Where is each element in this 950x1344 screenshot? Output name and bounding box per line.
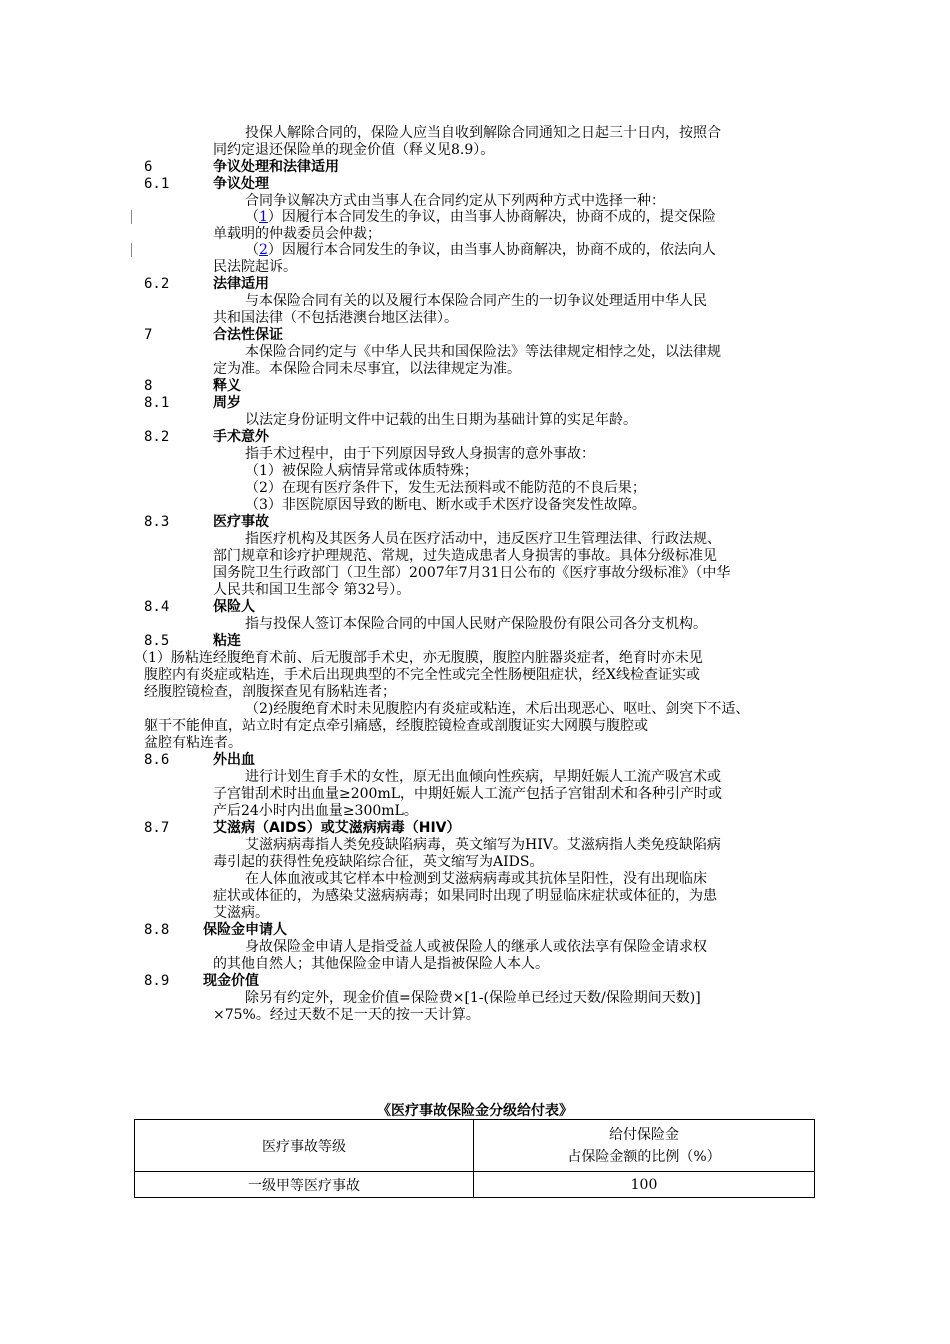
paragraph-line: 经腹腔镜检查，剖腹探查见有肠粘连者； [144,684,396,700]
section-heading: 争议处理和法律适用 [213,159,339,175]
section-heading: 周岁 [213,395,241,411]
paragraph-line: 的其他自然人；其他保险金申请人是指被保险人本人。 [213,956,549,972]
paragraph-line: 同约定退还保险单的现金价值（释义见8.9）。 [213,142,495,158]
paragraph-line: 身故保险金申请人是指受益人或被保险人的继承人或依法享有保险金请求权 [245,939,707,955]
paragraph-line: 指与投保人签订本保险合同的中国人民财产保险股份有限公司各分支机构。 [245,616,707,632]
section-heading: 粘连 [213,633,241,649]
option-line: （2）因履行本合同发生的争议，由当事人协商解决，协商不成的，依法向人 [245,242,716,258]
section-number: 6.2 [144,276,170,292]
paragraph-line: 投保人解除合同的，保险人应当自收到解除合同通知之日起三十日内，按照合 [245,125,721,141]
section-heading: 艾滋病（AIDS）或艾滋病病毒（HIV） [213,820,461,836]
option-text: ）因履行本合同发生的争议，由当事人协商解决，协商不成的，依法向人 [267,242,716,258]
paragraph-line: （1）肠粘连经腹绝育术前、后无腹部手术史，亦无腹膜，腹腔内脏器炎症者，绝育时亦未见 [134,650,703,666]
paragraph-line: 合同争议解决方式由当事人在合同约定从下列两种方式中选择一种： [245,193,665,209]
revision-bar [131,243,132,257]
paragraph-line: 产后24小时内出血量≥300mL。 [213,803,418,819]
section-number: 8 [144,378,153,394]
paragraph-line: 民法院起诉。 [213,259,297,275]
paragraph-line: 人民共和国卫生部令 第32号）。 [213,582,411,598]
section-heading: 释义 [213,378,241,394]
header-line: 占保险金额的比例（%） [567,1148,721,1165]
option-number-link[interactable]: 1 [259,209,268,225]
table-header-cell: 医疗事故等级 [135,1120,474,1172]
section-heading: 现金价值 [203,973,259,989]
paragraph-line: 躯干不能伸直，站立时有定点牵引痛感，经腹腔镜检查或剖腹证实大网膜与腹腔或 [144,718,648,734]
table-title: 《医疗事故保险金分级给付表》 [377,1103,573,1119]
revision-bar [131,210,132,224]
section-heading: 保险人 [213,599,255,615]
table-header-row [135,1120,815,1172]
paragraph-line: 症状或体征的，为感染艾滋病病毒；如果同时出现了明显临床症状或体征的，为患 [213,888,717,904]
section-number: 8.3 [144,514,170,530]
section-heading: 合法性保证 [213,327,283,343]
paragraph-line: （2)经腹绝育术时未见腹腔内有炎症或粘连，术后出现恶心、呕吐、剑突下不适、 [245,701,750,717]
paragraph-line: 单载明的仲裁委员会仲裁； [213,226,381,242]
option-line: （1）因履行本合同发生的争议，由当事人协商解决，协商不成的，提交保险 [245,209,716,225]
table-header-cell [474,1120,815,1172]
section-number: 8.1 [144,395,170,411]
paragraph-line: 指手术过程中，由于下列原因导致人身损害的意外事故： [245,446,595,462]
paragraph-line: 以法定身份证明文件中记载的出生日期为基础计算的实足年龄。 [245,412,637,428]
section-heading: 法律适用 [213,276,269,292]
paragraph-line: 进行计划生育手术的女性，原无出血倾向性疾病，早期妊娠人工流产吸宫术或 [245,769,721,785]
section-number: 8.8 [144,922,170,938]
table-cell: 一级甲等医疗事故 [135,1172,474,1198]
paragraph-line: 盆腔有粘连者。 [144,735,242,751]
paragraph-line: （3）非医院原因导致的断电、断水或手术医疗设备突发性故障。 [245,497,646,513]
section-number: 8.2 [144,429,170,445]
section-number: 8.5 [144,633,170,649]
table-row [135,1172,815,1198]
section-number: 8.7 [144,820,170,836]
section-number: 6 [144,159,153,175]
option-text: ）因履行本合同发生的争议，由当事人协商解决，协商不成的，提交保险 [267,209,716,225]
section-number: 8.4 [144,599,170,615]
paragraph-line: 除另有约定外，现金价值=保险费×[1-(保险单已经过天数/保险期间天数)] [245,990,701,1006]
paragraph-line: 在人体血液或其它样本中检测到艾滋病病毒或其抗体呈阳性，没有出现临床 [245,871,707,887]
paragraph-line: 共和国法律（不包括港澳台地区法律）。 [213,310,458,326]
section-heading: 争议处理 [213,176,269,192]
table-cell: 100 [474,1172,815,1198]
paragraph-line: 部门规章和诊疗护理规范、常规，过失造成患者人身损害的事故。具体分级标准见 [213,548,717,564]
section-number: 6.1 [144,176,170,192]
paragraph-line: 本保险合同约定与《中华人民共和国保险法》等法律规定相悖之处，以法律规 [245,344,721,360]
option-number-link[interactable]: 2 [259,242,268,258]
paragraph-line: 国务院卫生行政部门（卫生部）2007年7月31日公布的《医疗事故分级标准》（中华 [213,565,731,581]
section-number: 8.9 [144,973,170,989]
paragraph-line: 艾滋病。 [213,905,269,921]
paragraph-line: ×75%。经过天数不足一天的按一天计算。 [213,1007,480,1023]
section-number: 7 [144,327,153,343]
header-line: 给付保险金 [609,1126,679,1143]
paragraph-line: 艾滋病病毒指人类免疫缺陷病毒，英文缩写为HIV。艾滋病指人类免疫缺陷病 [245,837,721,853]
section-heading: 保险金申请人 [203,922,287,938]
paragraph-line: 与本保险合同有关的以及履行本保险合同产生的一切争议处理适用中华人民 [245,293,707,309]
payout-table [134,1119,815,1198]
paragraph-line: （1）被保险人病情异常或体质特殊； [245,463,478,479]
paragraph-line: 毒引起的获得性免疫缺陷综合征，英文缩写为AIDS。 [213,854,544,870]
section-heading: 外出血 [213,752,255,768]
paragraph-line: 指医疗机构及其医务人员在医疗活动中，违反医疗卫生管理法律、行政法规、 [245,531,721,547]
paragraph-line: 定为准。本保险合同未尽事宜，以法律规定为准。 [213,361,521,377]
section-heading: 医疗事故 [213,514,269,530]
paragraph-line: 子宫钳刮术时出血量≥200mL，中期妊娠人工流产包括子宫钳刮术和各种引产时或 [213,786,723,802]
paragraph-line: （2）在现有医疗条件下，发生无法预料或不能防范的不良后果； [245,480,646,496]
paragraph-line: 腹腔内有炎症或粘连，手术后出现典型的不完全性或完全性肠梗阻症状，经X线检查证实或 [144,667,700,683]
section-number: 8.6 [144,752,170,768]
section-heading: 手术意外 [213,429,269,445]
